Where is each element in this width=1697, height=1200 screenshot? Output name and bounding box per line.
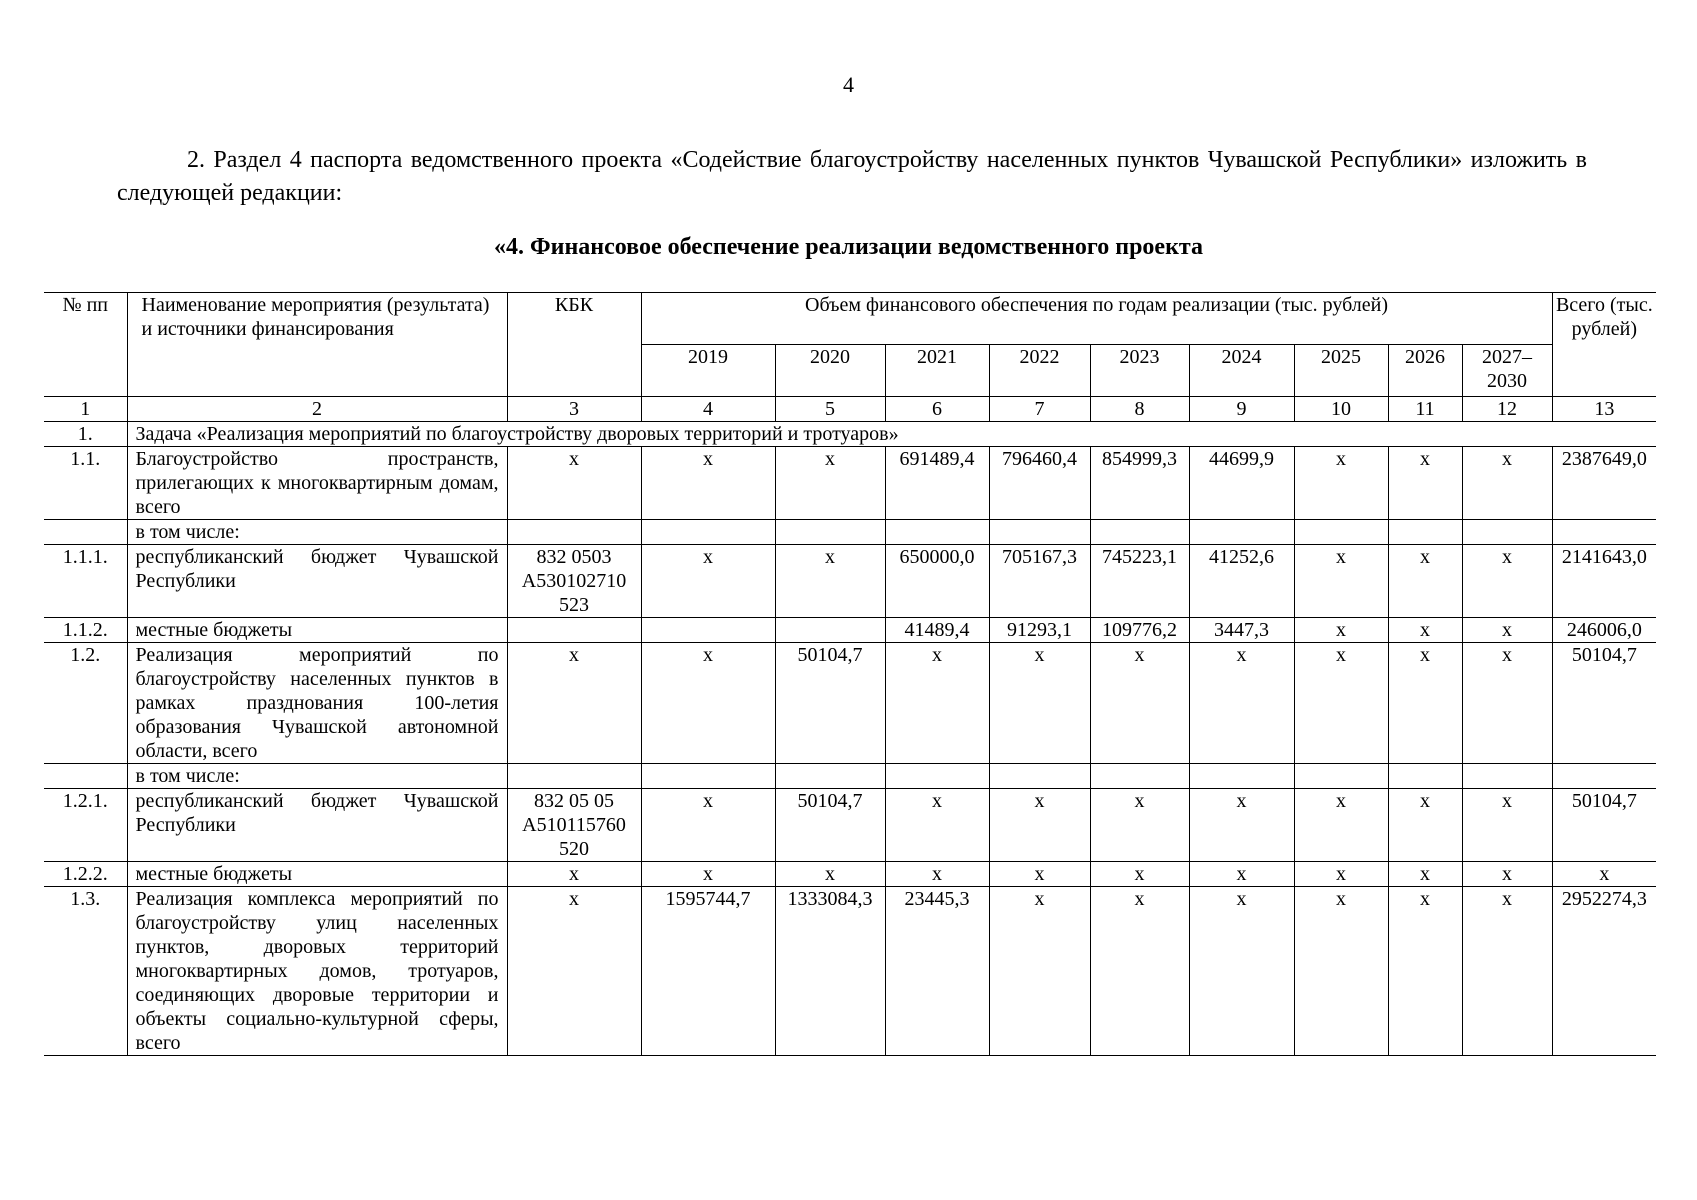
row-value <box>989 520 1090 545</box>
row-value: 745223,1 <box>1090 545 1189 618</box>
row-total: 2141643,0 <box>1552 545 1656 618</box>
row-value: x <box>1090 789 1189 862</box>
row-value: 1333084,3 <box>775 887 885 1056</box>
row-total: 2387649,0 <box>1552 447 1656 520</box>
header-kbk: КБК <box>507 293 641 397</box>
row-value <box>775 764 885 789</box>
row-number: 1.1.2. <box>44 618 127 643</box>
task-text: Задача «Реализация мероприятий по благоустройству дворовых территорий и тротуаров» <box>127 422 1656 447</box>
row-value <box>1090 764 1189 789</box>
row-number: 1.2. <box>44 643 127 764</box>
row-name: Реализация мероприятий по благоустройству населенных пунктов в рамках празднования 100-летия образования Чувашской автономной области, всего <box>127 643 507 764</box>
header-year: 2026 <box>1388 345 1462 397</box>
row-value: 705167,3 <box>989 545 1090 618</box>
row-value: x <box>885 789 989 862</box>
row-number: 1. <box>44 422 127 447</box>
column-number: 12 <box>1462 397 1552 422</box>
row-value: x <box>1189 862 1294 887</box>
row-value: x <box>1090 887 1189 1056</box>
row-value <box>1462 764 1552 789</box>
row-kbk: x <box>507 643 641 764</box>
row-value <box>775 618 885 643</box>
row-value <box>989 764 1090 789</box>
row-value: 41489,4 <box>885 618 989 643</box>
row-value: x <box>1090 862 1189 887</box>
row-name: в том числе: <box>127 520 507 545</box>
row-value: x <box>775 862 885 887</box>
header-year: 2022 <box>989 345 1090 397</box>
row-value <box>1294 520 1388 545</box>
header-year: 2023 <box>1090 345 1189 397</box>
row-value: x <box>989 789 1090 862</box>
row-value: x <box>1462 618 1552 643</box>
header-year: 2027–2030 <box>1462 345 1552 397</box>
row-name: Реализация комплекса мероприятий по благоустройству улиц населенных пунктов, дворовых территорий многоквартирных домов, тротуаров, соединяющих дворовые территории и объекты социально-культурной сферы, всего <box>127 887 507 1056</box>
row-value <box>1388 520 1462 545</box>
row-value: 3447,3 <box>1189 618 1294 643</box>
header-year: 2021 <box>885 345 989 397</box>
row-value <box>1189 764 1294 789</box>
row-total: 50104,7 <box>1552 643 1656 764</box>
row-value: x <box>1189 887 1294 1056</box>
row-value: 1595744,7 <box>641 887 775 1056</box>
row-kbk <box>507 618 641 643</box>
row-total: x <box>1552 862 1656 887</box>
row-value: x <box>641 862 775 887</box>
row-name: Благоустройство пространств, прилегающих к многоквартирным домам, всего <box>127 447 507 520</box>
row-value: 650000,0 <box>885 545 989 618</box>
row-value: 44699,9 <box>1189 447 1294 520</box>
column-number: 6 <box>885 397 989 422</box>
row-number: 1.1. <box>44 447 127 520</box>
row-value: x <box>1388 618 1462 643</box>
row-number: 1.3. <box>44 887 127 1056</box>
row-kbk <box>507 520 641 545</box>
table-row <box>44 862 1656 887</box>
row-total <box>1552 764 1656 789</box>
row-value: 50104,7 <box>775 643 885 764</box>
table-row <box>44 520 1656 545</box>
row-value: x <box>1294 643 1388 764</box>
row-total: 246006,0 <box>1552 618 1656 643</box>
header-volume: Объем финансового обеспечения по годам реализации (тыс. рублей) <box>641 293 1552 345</box>
column-number: 8 <box>1090 397 1189 422</box>
row-value: x <box>641 789 775 862</box>
table-row <box>44 789 1656 862</box>
column-number: 2 <box>127 397 507 422</box>
row-value: 796460,4 <box>989 447 1090 520</box>
row-kbk: 832 05 05 А510115760 520 <box>507 789 641 862</box>
column-number: 7 <box>989 397 1090 422</box>
row-value: x <box>1090 643 1189 764</box>
row-kbk: x <box>507 862 641 887</box>
row-value: x <box>1462 447 1552 520</box>
table-row <box>44 618 1656 643</box>
header-year: 2020 <box>775 345 885 397</box>
table-row <box>44 643 1656 764</box>
row-value: x <box>775 447 885 520</box>
header-total: Всего (тыс. рублей) <box>1552 293 1656 397</box>
row-value <box>641 520 775 545</box>
row-name: в том числе: <box>127 764 507 789</box>
row-value: x <box>1189 643 1294 764</box>
row-number: 1.1.1. <box>44 545 127 618</box>
header-year: 2019 <box>641 345 775 397</box>
column-number: 13 <box>1552 397 1656 422</box>
row-value: 91293,1 <box>989 618 1090 643</box>
row-value: x <box>1294 862 1388 887</box>
table-row <box>44 887 1656 1056</box>
row-value <box>1090 520 1189 545</box>
row-value: x <box>1388 643 1462 764</box>
table-row <box>44 545 1656 618</box>
row-value: x <box>1388 862 1462 887</box>
task-row <box>44 422 1656 447</box>
row-number: 1.2.1. <box>44 789 127 862</box>
row-value <box>641 764 775 789</box>
row-value <box>885 520 989 545</box>
row-name: местные бюджеты <box>127 618 507 643</box>
column-number: 1 <box>44 397 127 422</box>
row-value: x <box>885 862 989 887</box>
header-name: Наименование мероприятия (результата) и источники финансирования <box>127 293 507 397</box>
row-value: 691489,4 <box>885 447 989 520</box>
row-kbk <box>507 764 641 789</box>
row-value <box>641 618 775 643</box>
row-value: x <box>1294 447 1388 520</box>
row-value: x <box>1462 545 1552 618</box>
row-value: x <box>775 545 885 618</box>
header-year: 2024 <box>1189 345 1294 397</box>
section-title: «4. Финансовое обеспечение реализации ведомственного проекта <box>494 234 1203 260</box>
row-value: x <box>1294 887 1388 1056</box>
row-value: x <box>1462 789 1552 862</box>
row-value <box>1294 764 1388 789</box>
row-value: x <box>1388 789 1462 862</box>
page-number: 4 <box>843 72 854 97</box>
header-year: 2025 <box>1294 345 1388 397</box>
row-value: x <box>1462 643 1552 764</box>
row-value: x <box>989 643 1090 764</box>
row-number <box>44 764 127 789</box>
row-value: x <box>1388 545 1462 618</box>
header-num: № пп <box>44 293 127 397</box>
row-value: x <box>989 862 1090 887</box>
row-value: x <box>1294 618 1388 643</box>
row-total <box>1552 520 1656 545</box>
row-total: 50104,7 <box>1552 789 1656 862</box>
row-value <box>1189 520 1294 545</box>
row-value: x <box>641 643 775 764</box>
row-value: 109776,2 <box>1090 618 1189 643</box>
row-value: x <box>989 887 1090 1056</box>
column-number: 5 <box>775 397 885 422</box>
row-value <box>1388 764 1462 789</box>
row-value: 50104,7 <box>775 789 885 862</box>
row-kbk: 832 0503 А530102710 523 <box>507 545 641 618</box>
row-value <box>775 520 885 545</box>
row-value: x <box>885 643 989 764</box>
table-row <box>44 764 1656 789</box>
column-number: 10 <box>1294 397 1388 422</box>
row-kbk: x <box>507 447 641 520</box>
row-value <box>1462 520 1552 545</box>
row-name: местные бюджеты <box>127 862 507 887</box>
column-number: 11 <box>1388 397 1462 422</box>
intro-paragraph: 2. Раздел 4 паспорта ведомственного проекта «Содействие благоустройству населенных пунктов Чувашской Республики» изложить в следующей редакции: <box>117 147 1587 206</box>
column-number: 3 <box>507 397 641 422</box>
row-value: x <box>1294 789 1388 862</box>
row-value <box>885 764 989 789</box>
row-value: x <box>1462 887 1552 1056</box>
row-value: x <box>1388 447 1462 520</box>
row-value: x <box>1388 887 1462 1056</box>
row-value: x <box>641 447 775 520</box>
row-value: 23445,3 <box>885 887 989 1056</box>
row-name: республиканский бюджет Чувашской Республики <box>127 545 507 618</box>
row-value: 854999,3 <box>1090 447 1189 520</box>
table-row <box>44 447 1656 520</box>
financing-table <box>44 292 1656 1056</box>
row-value: x <box>1189 789 1294 862</box>
row-number: 1.2.2. <box>44 862 127 887</box>
column-number: 4 <box>641 397 775 422</box>
row-name: республиканский бюджет Чувашской Республики <box>127 789 507 862</box>
column-number: 9 <box>1189 397 1294 422</box>
row-total: 2952274,3 <box>1552 887 1656 1056</box>
row-value: 41252,6 <box>1189 545 1294 618</box>
row-value: x <box>1294 545 1388 618</box>
row-value: x <box>1462 862 1552 887</box>
row-value: x <box>641 545 775 618</box>
row-number <box>44 520 127 545</box>
row-kbk: x <box>507 887 641 1056</box>
